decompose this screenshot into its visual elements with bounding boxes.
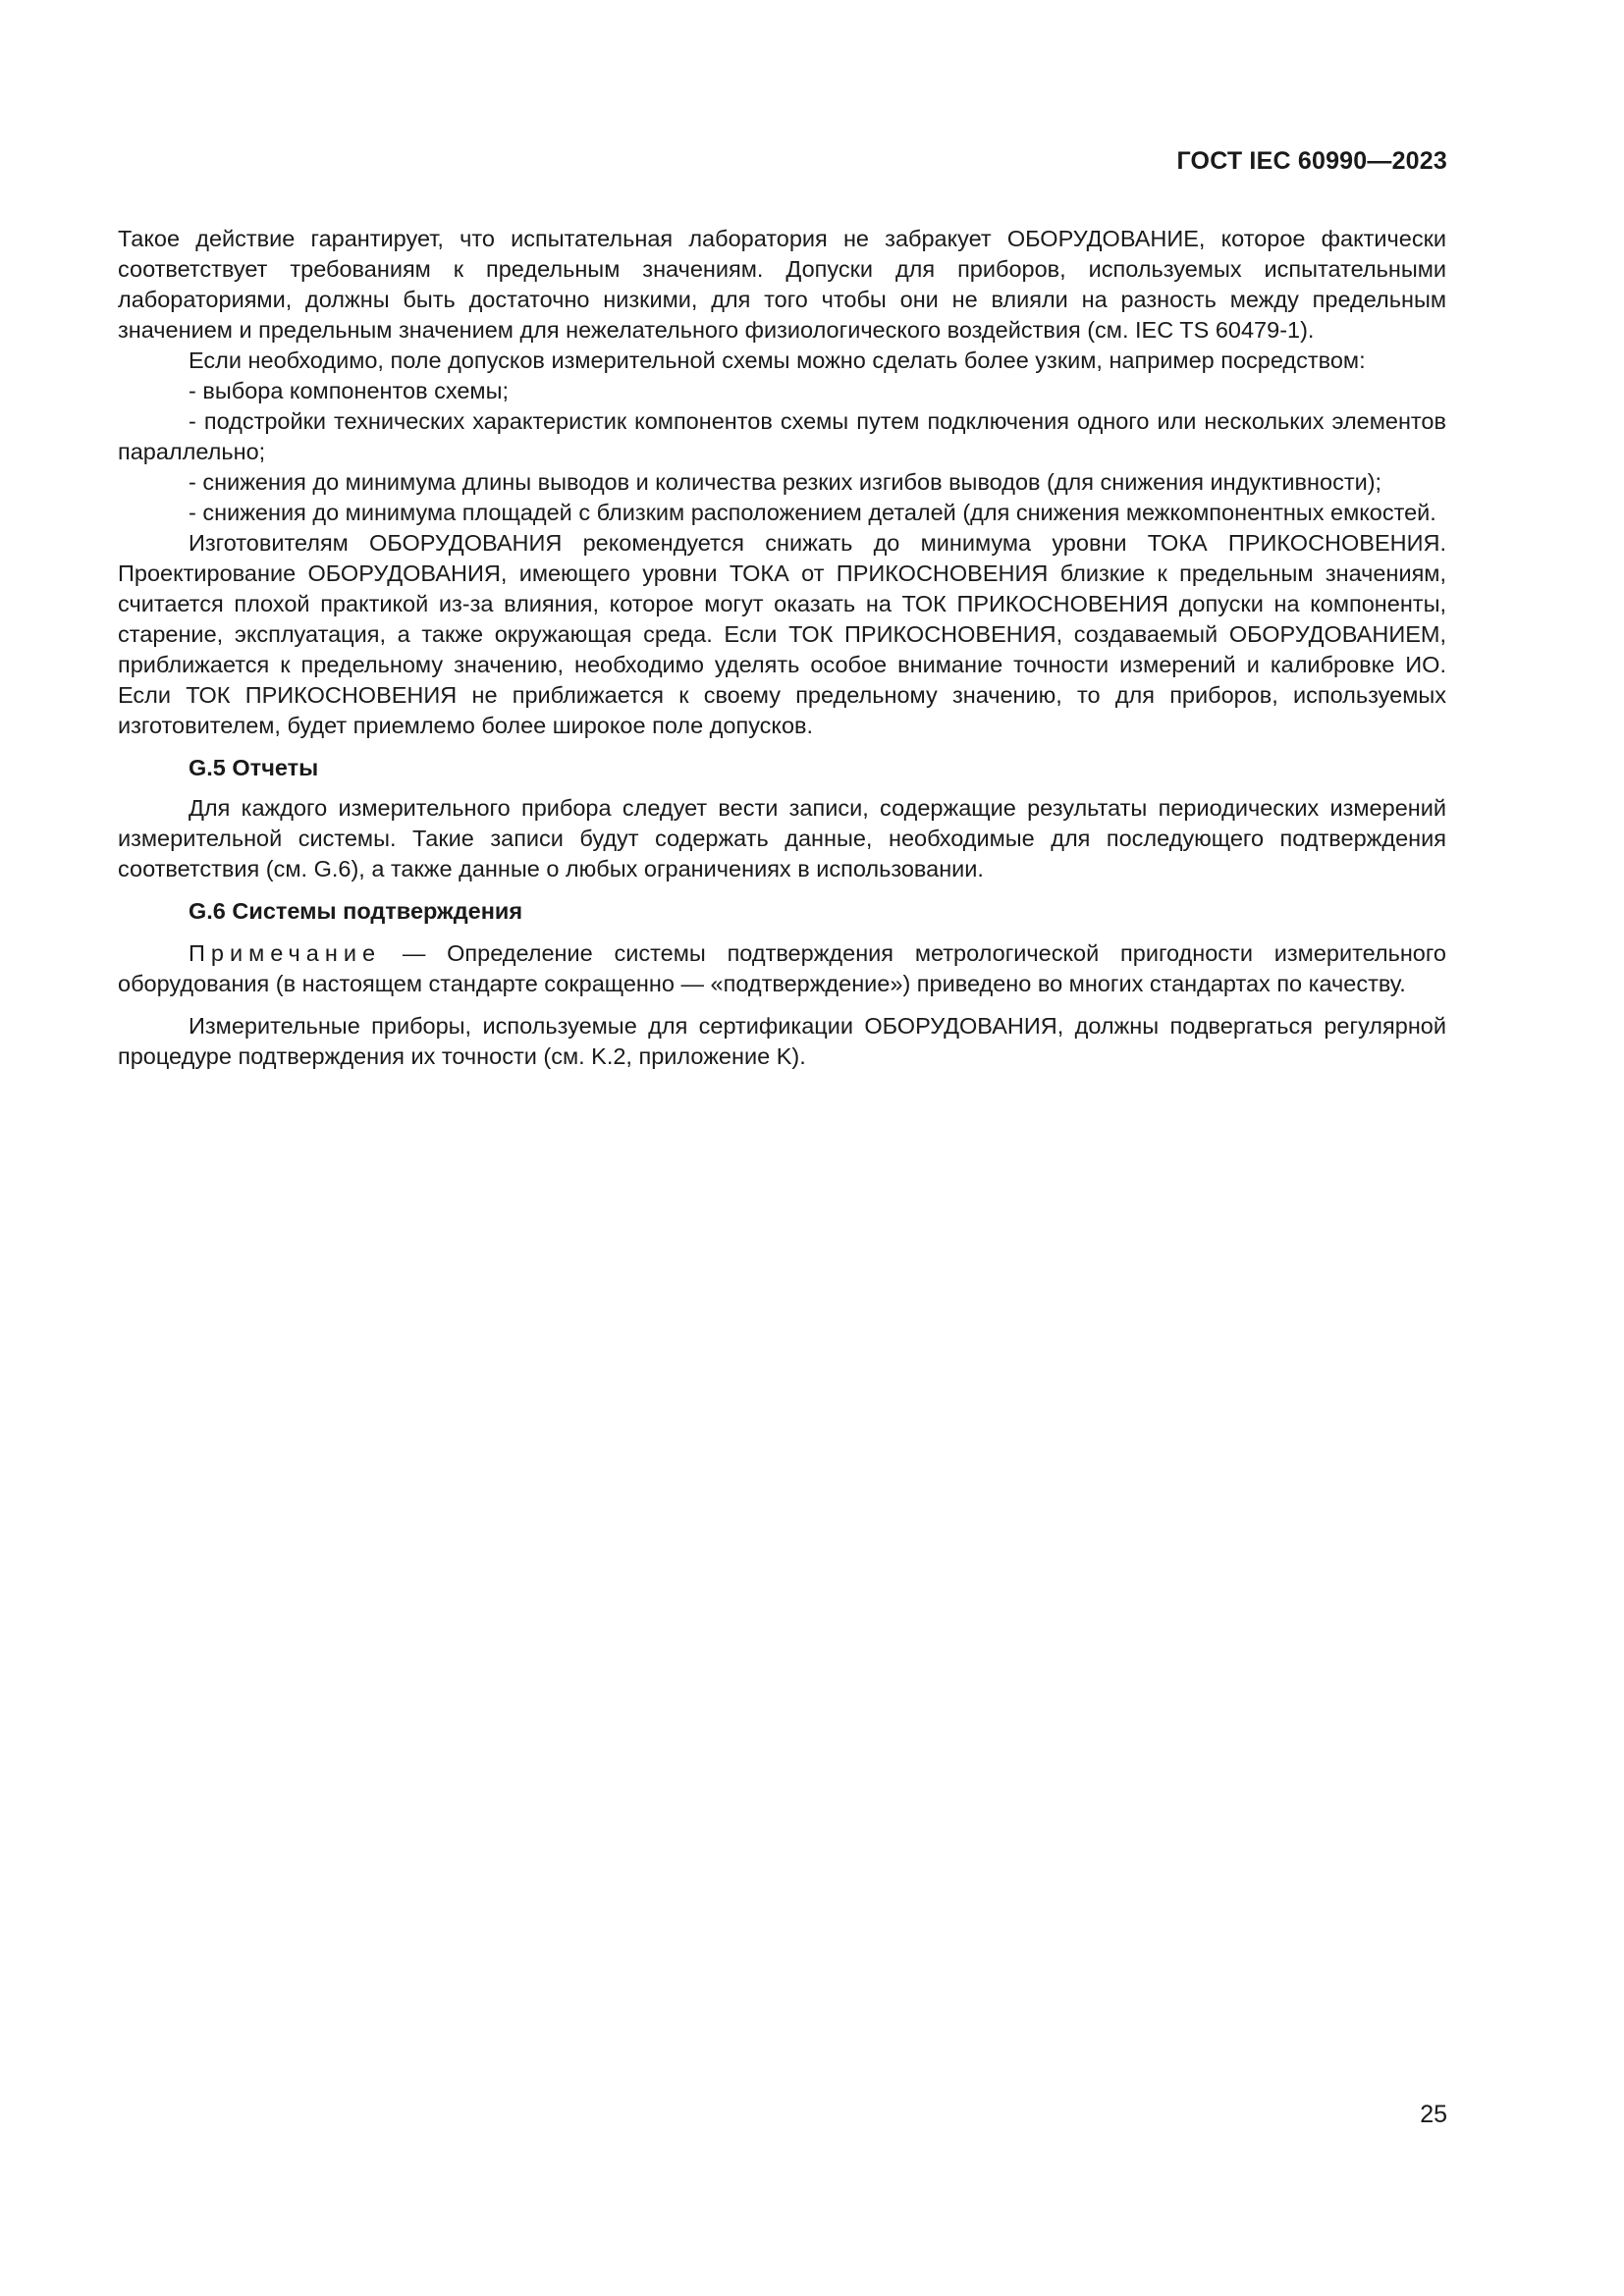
section-g6-text: Измерительные приборы, используемые для сертификации ОБОРУДОВАНИЯ, должны подвергаться регулярной процедуре подтверждения их точности (см. K.2, приложение K). xyxy=(118,1013,1446,1069)
document-header: ГОСТ IEC 60990—2023 xyxy=(1176,147,1447,175)
list-item: - подстройки технических характеристик компонентов схемы путем подключения одного или нескольких элементов параллельно; xyxy=(118,408,1446,464)
list-item: - снижения до минимума площадей с близким расположением деталей (для снижения межкомпонентных емкостей. xyxy=(189,500,1436,525)
note-text: — Определение системы подтверждения метрологической пригодности измерительного оборудования (в настоящем стандарте сокращенно — «подтверждение») приведено во многих стандартах по качеству. xyxy=(118,940,1446,996)
paragraph-1: Такое действие гарантирует, что испытательная лаборатория не забракует ОБОРУДОВАНИЕ, которое фактически соответствует требованиям к предельным значениям. Допуски для приборов, используемых испытательными лабораториями, должны быть достаточно низкими, для того чтобы они не влияли на разность между предельным значением и предельным значением для нежелательного физиологического воздействия (см. IEC TS 60479-1). xyxy=(118,226,1446,343)
section-g6-note xyxy=(118,938,1446,999)
list-item: - снижения до минимума длины выводов и количества резких изгибов выводов (для снижения индуктивности); xyxy=(189,469,1382,495)
list-item: - выбора компонентов схемы; xyxy=(189,378,509,403)
section-g5-title: G.5 Отчеты xyxy=(189,755,319,780)
section-g5-text: Для каждого измерительного прибора следует вести записи, содержащие результаты периодических измерений измерительной системы. Такие записи будут содержать данные, необходимые для последующего подтверждения соответствия (см. G.6), а также данные о любых ограничениях в использовании. xyxy=(118,795,1446,881)
paragraph-3: Изготовителям ОБОРУДОВАНИЯ рекомендуется снижать до минимума уровни ТОКА ПРИКОСНОВЕНИЯ. Проектирование ОБОРУДОВАНИЯ, имеющего уровни ТОКА от ПРИКОСНОВЕНИЯ близкие к предельным значениям, считается плохой практикой из-за влияния, которое могут оказать на ТОК ПРИКОСНОВЕНИЯ допуски на компоненты, старение, эксплуатация, а также окружающая среда. Если ТОК ПРИКОСНОВЕНИЯ, создаваемый ОБОРУДОВАНИЕМ, приближается к предельному значению, необходимо уделять особое внимание точности измерений и калибровке ИО. Если ТОК ПРИКОСНОВЕНИЯ не приближается к своему предельному значению, то для приборов, используемых изготовителем, будет приемлемо более широкое поле допусков. xyxy=(118,530,1446,738)
note-label: Примечание xyxy=(189,940,382,966)
document-body xyxy=(118,224,1446,1072)
section-g6-title: G.6 Системы подтверждения xyxy=(189,898,523,924)
paragraph-2: Если необходимо, поле допусков измерительной схемы можно сделать более узким, например посредством: xyxy=(189,347,1366,373)
page-number: 25 xyxy=(1420,2101,1447,2128)
